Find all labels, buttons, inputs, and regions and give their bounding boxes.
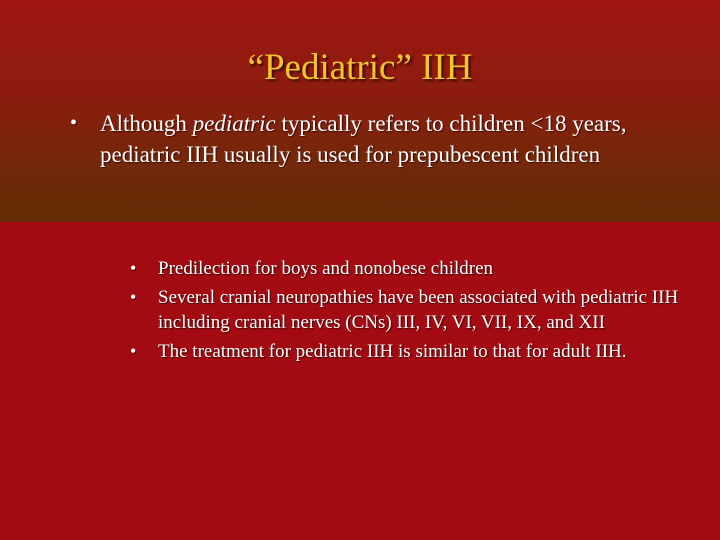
sub-bullet-item xyxy=(130,285,690,335)
main-bullet-text-start: Although xyxy=(100,111,193,136)
sub-bullet-item xyxy=(130,256,690,281)
bullet-marker: • xyxy=(130,287,137,307)
slide-title: “Pediatric” IIH xyxy=(247,47,473,88)
sub-bullet-list xyxy=(130,256,690,368)
bullet-marker: • xyxy=(70,112,78,134)
main-bullet-text xyxy=(100,108,670,170)
bullet-marker: • xyxy=(130,258,137,278)
bullet-marker: • xyxy=(130,341,137,361)
sub-bullet-text: Predilection for boys and nonobese children xyxy=(158,258,494,279)
sub-bullet-text: The treatment for pediatric IIH is similar to that for adult IIH. xyxy=(158,341,627,362)
main-bullet-text-end: typically refers to children <18 years, pediatric IIH usually is used for prepubescent children xyxy=(100,111,627,167)
main-bullet xyxy=(70,108,670,170)
main-bullet-italic-term: pediatric xyxy=(192,111,276,136)
sub-bullet-text: Several cranial neuropathies have been associated with pediatric IIH including cranial nerves (CNs) III, IV, VI, VII, IX, and XII xyxy=(158,287,679,333)
sub-bullet-item xyxy=(130,339,690,364)
